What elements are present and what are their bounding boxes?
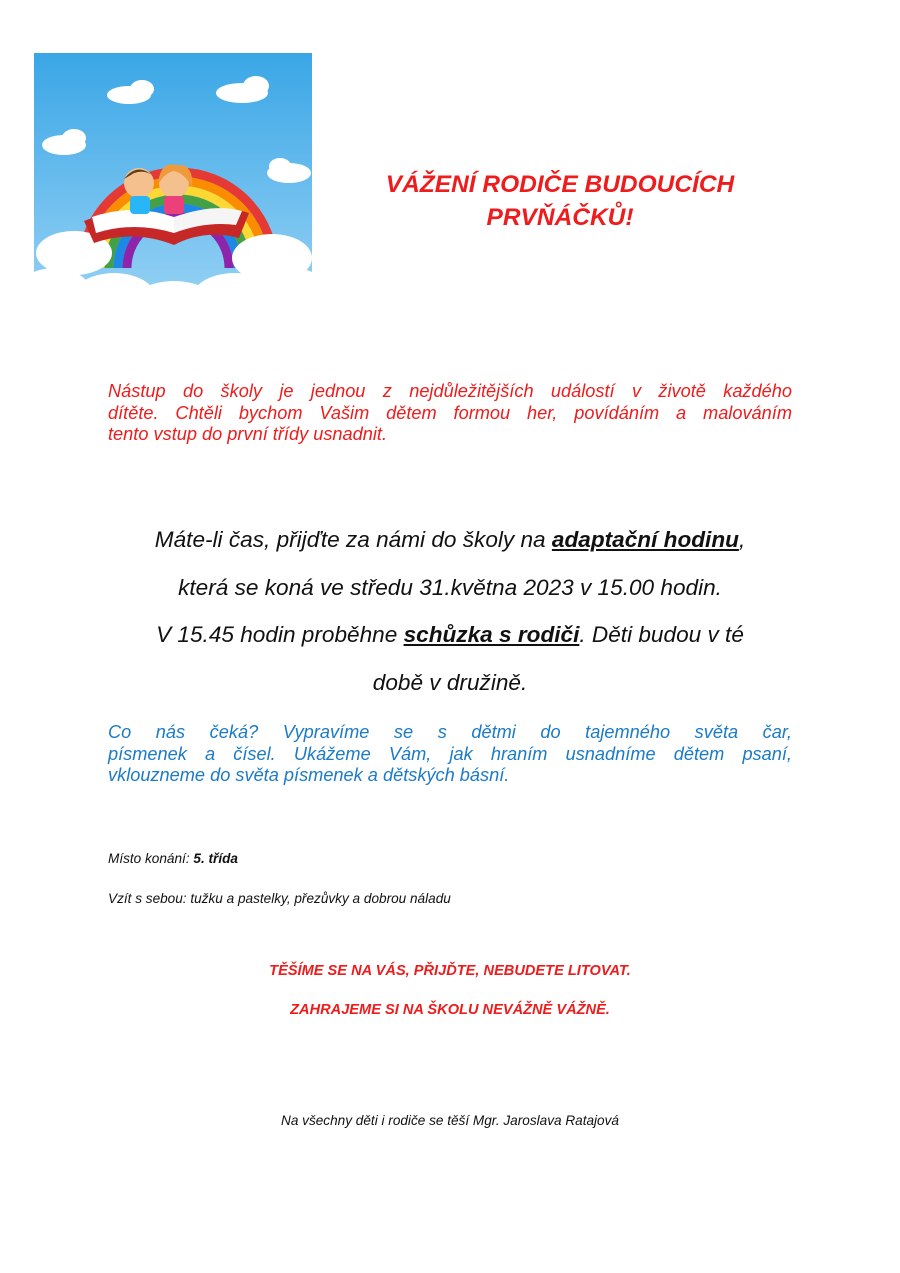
title-line: VÁŽENÍ RODIČE BUDOUCÍCH <box>385 171 735 198</box>
invitation-text: V 15.45 hodin proběhne <box>156 622 404 647</box>
rainbow-kids-on-book-illustration <box>34 53 312 331</box>
invitation-line <box>108 611 792 659</box>
signature: Na všechny děti i rodiče se těší Mgr. Jaroslava Ratajová <box>281 1113 619 1128</box>
title-line: PRVŇÁČKŮ! <box>486 204 634 231</box>
invitation-line: době v družině. <box>372 669 528 695</box>
intro-line: dítěte. Chtěli bychom Vašim dětem formou her, povídáním a malováním <box>108 402 792 423</box>
invitation-text: Máte-li čas, přijďte za námi do školy na <box>154 527 552 552</box>
bring-info: Vzít s sebou: tužku a pastelky, přezůvky a dobrou náladu <box>108 891 451 906</box>
invitation-line <box>108 516 792 564</box>
program-line: písmenek a čísel. Ukážeme Vám, jak hraním usnadníme dětem psaní, <box>108 743 792 764</box>
invitation-line: která se koná ve středu 31.května 2023 v 15.00 hodin. <box>178 574 722 600</box>
invitation-text: , <box>738 527 746 552</box>
program-paragraph <box>108 722 792 787</box>
intro-paragraph <box>108 381 792 446</box>
closing-line: ZAHRAJEME SI NA ŠKOLU NEVÁŽNĚ VÁŽNĚ. <box>290 1002 610 1018</box>
program-line: Co nás čeká? Vypravíme se s dětmi do tajemného světa čar, <box>108 722 792 742</box>
intro-line: tento vstup do první třídy usnadnit. <box>108 424 388 444</box>
place-value: 5. třída <box>193 851 238 866</box>
closing-line: TĚŠÍME SE NA VÁS, PŘIJĎTE, NEBUDETE LITOVAT. <box>269 963 631 979</box>
place-info <box>108 851 238 866</box>
intro-line: Nástup do školy je jednou z nejdůležitějších událostí v životě každého <box>108 381 792 401</box>
page-title <box>330 168 790 234</box>
parents-meeting-highlight: schůzka s rodiči <box>403 622 580 647</box>
adaptation-hour-highlight: adaptační hodinu <box>551 527 739 552</box>
program-line: vklouzneme do světa písmenek a dětských básní. <box>108 765 510 785</box>
invitation-paragraph <box>108 516 792 706</box>
invitation-text: . Děti budou v té <box>579 622 744 647</box>
rainbow-kids-illustration <box>34 53 312 331</box>
place-label: Místo konání: <box>108 851 194 866</box>
